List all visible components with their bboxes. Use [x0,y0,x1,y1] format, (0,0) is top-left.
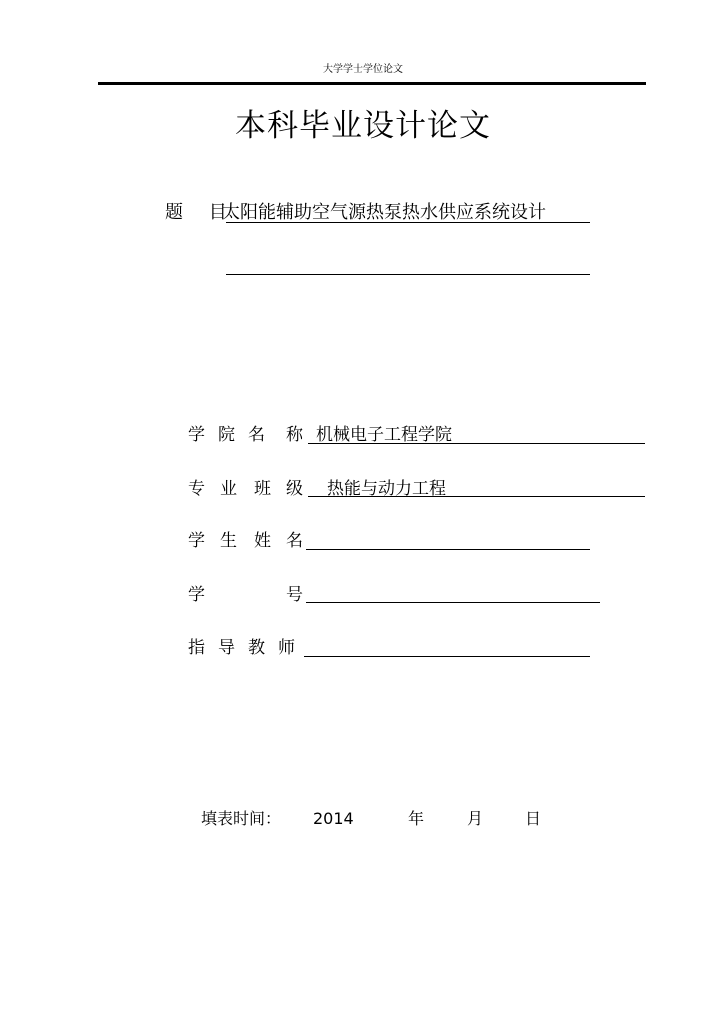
date-label: 填表时间： [201,809,282,828]
student-name-label: 学 生 姓 名 [188,531,303,551]
advisor-underline [304,656,590,657]
college-value: 机械电子工程学院 [316,425,452,445]
topic-label: 题 目 [165,202,237,223]
date-year-unit: 年 [408,809,425,828]
topic-underline-2 [226,274,590,275]
college-underline [308,443,645,444]
date-year: 2014 [313,809,354,828]
date-month-unit: 月 [467,809,484,828]
advisor-label: 指 导 教 师 [188,638,295,658]
student-id-underline [306,602,600,603]
major-label: 专 业 班 级 [188,479,303,499]
topic-underline-1 [226,222,590,223]
document-title: 本科毕业设计论文 [235,108,491,144]
student-name-underline [306,549,590,550]
major-underline [308,496,645,497]
running-header: 大学学士学位论文 [323,64,403,75]
college-label: 学 院 名 称 [188,425,303,445]
major-value: 热能与动力工程 [327,479,446,499]
header-divider [98,82,646,85]
student-id-label: 学 号 [188,585,303,605]
topic-value: 太阳能辅助空气源热泵热水供应系统设计 [222,202,546,223]
date-day-unit: 日 [525,809,542,828]
